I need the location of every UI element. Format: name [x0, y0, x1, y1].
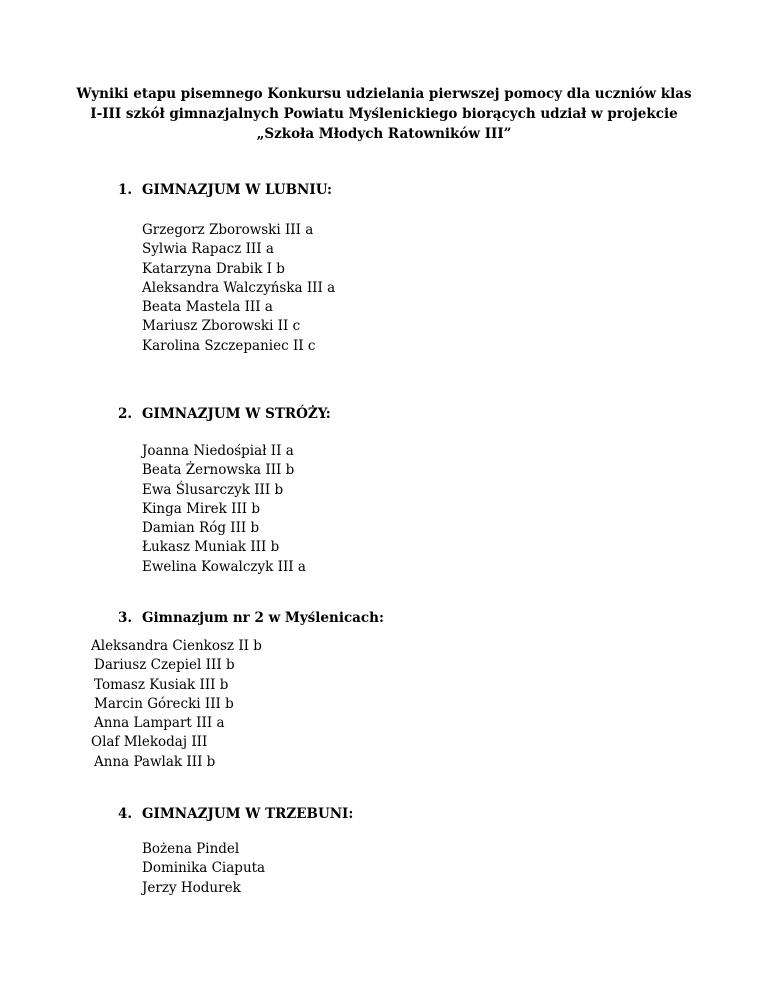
student-entry: Grzegorz Zborowski III a — [142, 222, 314, 238]
student-entry: Ewa Ślusarczyk III b — [142, 481, 284, 498]
student-list-trzebunia — [142, 840, 265, 898]
student-entry: Łukasz Muniak III b — [142, 539, 280, 556]
student-entry: Damian Róg III b — [142, 520, 260, 537]
student-entry: Aleksandra Walczyńska III a — [142, 279, 336, 296]
student-list-stroza — [142, 442, 306, 577]
section-number: 2. — [118, 406, 133, 422]
section-title: Gimnazjum nr 2 w Myślenicach: — [142, 610, 384, 626]
student-entry: Marcin Górecki III b — [94, 695, 234, 712]
student-entry: Tomasz Kusiak III b — [94, 676, 229, 693]
section-heading-stroza — [118, 405, 331, 423]
student-entry: Jerzy Hodurek — [142, 879, 241, 896]
section-heading-trzebunia — [118, 805, 353, 823]
student-entry: Sylwia Rapacz III a — [142, 241, 274, 258]
student-entry: Aleksandra Cienkosz II b — [91, 638, 262, 654]
title-line: I-III szkół gimnazjalnych Powiatu Myślenickiego biorących udział w projekcie — [90, 106, 678, 122]
section-heading-lubnie — [118, 181, 332, 199]
student-list-lubnie — [142, 221, 335, 356]
student-entry: Ewelina Kowalczyk III a — [142, 558, 306, 575]
student-list-myslenice — [91, 637, 262, 772]
section-heading-myslenice — [118, 609, 384, 627]
section-number: 4. — [118, 806, 133, 822]
student-entry: Anna Pawlak III b — [94, 753, 216, 770]
student-entry: Dominika Ciaputa — [142, 860, 266, 877]
student-entry: Kinga Mirek III b — [142, 500, 261, 517]
title-line: „Szkoła Młodych Ratowników III” — [256, 126, 512, 142]
student-entry: Joanna Niedośpiał II a — [142, 443, 294, 459]
student-entry: Beata Mastela III a — [142, 299, 273, 316]
student-entry: Katarzyna Drabik I b — [142, 260, 285, 277]
title-line: Wyniki etapu pisemnego Konkursu udzielania pierwszej pomocy dla uczniów klas — [76, 86, 692, 102]
section-number: 3. — [118, 610, 133, 626]
section-title: GIMNAZJUM W TRZEBUNI: — [142, 806, 354, 822]
section-title: GIMNAZJUM W LUBNIU: — [142, 182, 332, 198]
student-entry: Beata Żernowska III b — [142, 462, 295, 479]
document-title — [60, 84, 708, 144]
student-entry: Olaf Mlekodaj III — [91, 734, 208, 751]
section-title: GIMNAZJUM W STRÓŻY: — [142, 406, 331, 422]
section-number: 1. — [118, 182, 133, 198]
student-entry: Dariusz Czepiel III b — [94, 657, 235, 674]
student-entry: Mariusz Zborowski II c — [142, 318, 301, 335]
student-entry: Anna Lampart III a — [94, 715, 225, 732]
student-entry: Bożena Pindel — [142, 841, 240, 857]
student-entry: Karolina Szczepaniec II c — [142, 337, 316, 354]
